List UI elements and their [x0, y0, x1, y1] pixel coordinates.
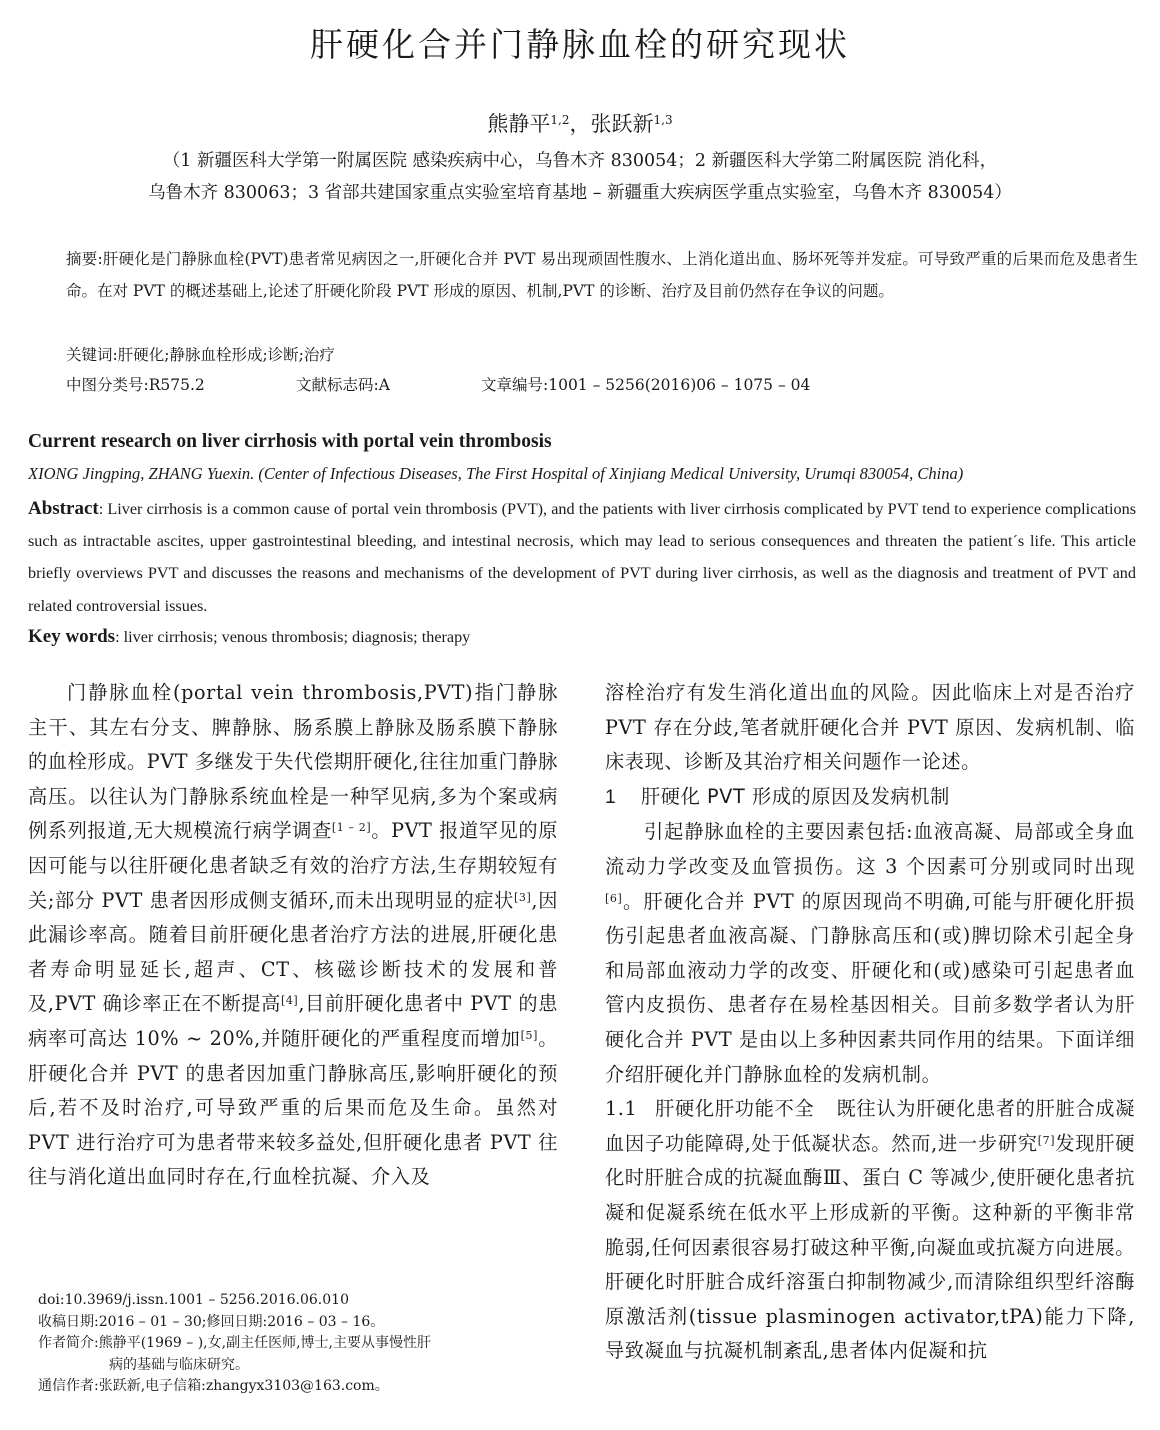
body-left-column — [28, 676, 558, 1195]
text-run: ,目前肝硬化患者中 PVT 的患病率可高达 10% ~ 20%,并随肝硬化的严重程度而增加 — [28, 992, 558, 1050]
subsection-number: 1.1 — [605, 1097, 638, 1121]
citation-ref[interactable]: [7] — [1037, 1133, 1056, 1147]
affiliation-line: 乌鲁木齐 830063；3 省部共建国家重点实验室培育基地 – 新疆重大疾病医学重点实验室，乌鲁木齐 830054） — [148, 183, 1012, 203]
subsection-title: 肝硬化肝功能不全 — [655, 1097, 815, 1121]
english-keywords — [28, 622, 470, 652]
article-number: 文章编号:1001 – 5256(2016)06 – 1075 – 04 — [481, 376, 811, 394]
corresponding-author: 通信作者:张跃新,电子信箱:zhangyx3103@163.com。 — [38, 1378, 389, 1394]
english-keywords-label: Key words — [28, 626, 116, 647]
intro-paragraph-continued: 溶栓治疗有发生消化道出血的风险。因此临床上对是否治疗 PVT 存在分歧,笔者就肝硬化合并 PVT 原因、发病机制、临床表现、诊断及其治疗相关问题作一论述。 — [605, 681, 1135, 774]
chinese-keywords: 关键词:肝硬化;静脉血栓形成;诊断;治疗 — [66, 346, 335, 364]
document-code: 文献标志码:A — [296, 376, 390, 394]
author-bio: 作者简介:熊静平(1969 – ),女,副主任医师,博士,主要从事慢性肝 — [38, 1335, 431, 1351]
author-affiliation-mark: 1,2 — [550, 113, 570, 127]
english-abstract-text: : Liver cirrhosis is a common cause of portal vein thrombosis (PVT), and the patients with liver cirrhosis complicated by PVT tend to experience complications such as intractable ascites, upper gastrointestinal bleeding, and intestinal necrosis, which may lead to serious consequences and threaten the patient´s life. This article briefly overviews PVT and discusses the reasons and mechanisms of the development of PVT during liver cirrhosis, as well as the diagnosis and treatment of PVT and related controversial issues. — [28, 500, 1136, 615]
citation-ref[interactable]: [4] — [280, 994, 299, 1008]
doi[interactable]: doi:10.3969/j.issn.1001 – 5256.2016.06.010 — [38, 1292, 349, 1308]
text-run: 既往认为肝硬化患者的肝脏合成凝血因子功能障碍,处于低凝状态。然而,进一步研究 — [605, 1097, 1135, 1155]
author-name: 张跃新 — [590, 112, 654, 136]
text-run: 。肝硬化合并 PVT 的患者因加重门静脉高压,影响肝硬化的预后,若不及时治疗,可导致严重的后果而危及生命。虽然对 PVT 进行治疗可为患者带来较多益处,但肝硬化患者 PVT 往往与消化道出血同时存在,行血栓抗凝、介入及 — [28, 1026, 558, 1189]
intro-paragraph — [28, 676, 558, 1195]
section-1-1-paragraph — [605, 1092, 1135, 1369]
received-dates: 收稿日期:2016 – 01 – 30;修回日期:2016 – 03 – 16。 — [38, 1313, 385, 1330]
author-bio-continued: 病的基础与临床研究。 — [109, 1356, 249, 1373]
author-name: 熊静平 — [487, 112, 551, 136]
text-run: 引起静脉血栓的主要因素包括:血液高凝、局部或全身血流动力学改变及血管损伤。这 3 个因素可分别或同时出现 — [605, 820, 1135, 878]
text-run: 。肝硬化合并 PVT 的原因现尚不明确,可能与肝硬化肝损伤引起患者血液高凝、门静脉高压和(或)脾切除术引起全身和局部血液动力学的改变、肝硬化和(或)感染可引起患者血管内皮损伤、患者存在易栓基因相关。目前多数学者认为肝硬化合并 PVT 是由以上多种因素共同作用的结果。下面详细介绍肝硬化并门静脉血栓的发病机制。 — [605, 889, 1135, 1086]
classification-row — [66, 371, 810, 399]
citation-ref[interactable]: [6] — [605, 891, 623, 905]
citation-ref[interactable]: [5] — [520, 1028, 539, 1042]
english-abstract — [28, 493, 1136, 622]
citation-ref[interactable]: [3] — [514, 890, 532, 904]
section-title: 肝硬化 PVT 形成的原因及发病机制 — [641, 784, 950, 808]
clc-number: 中图分类号:R575.2 — [66, 376, 205, 394]
author-list — [0, 108, 1160, 140]
text-run: 。PVT 报道罕见的原因可能与以往肝硬化患者缺乏有效的治疗方法,生存期较短有关;部分 PVT 患者因形成侧支循环,而未出现明显的症状 — [28, 819, 559, 912]
english-authors-affiliation: XIONG Jingping, ZHANG Yuexin. (Center of Infectious Diseases, The First Hospital of Xinjiang Medical University, Urumqi 830054, China) — [28, 464, 964, 483]
text-run: 门静脉血栓(portal vein thrombosis,PVT)指门静脉主干、其左右分支、脾静脉、肠系膜上静脉及肠系膜下静脉的血栓形成。PVT 多继发于失代偿期肝硬化,往往加重门静脉高压。以往认为门静脉系统血栓是一种罕见病,多为个案或病例系列报道,无大规模流行病学调查 — [28, 681, 558, 843]
text-run: 发现肝硬化时肝脏合成的抗凝血酶Ⅲ、蛋白 C 等减少,使肝硬化患者抗凝和促凝系统在低水平上形成新的平衡。这种新的平衡非常脆弱,任何因素很容易打破这种平衡,向凝血或抗凝方向进展。肝硬化时肝脏合成纤溶蛋白抑制物减少,而清除组织型纤溶酶原激活剂(tissue plasminogen activator,tPA)能力下降,导致凝血与抗凝机制紊乱,患者体内促凝和抗 — [605, 1131, 1135, 1363]
author-affiliation-mark: 1,3 — [653, 113, 673, 127]
paper-title: 肝硬化合并门静脉血栓的研究现状 — [310, 25, 850, 64]
body-right-column — [605, 676, 1135, 1369]
section-heading-1 — [605, 780, 1135, 816]
english-keywords-text: : liver cirrhosis; venous thrombosis; diagnosis; therapy — [115, 628, 471, 646]
english-abstract-label: Abstract — [28, 498, 99, 519]
text-run: ,因此漏诊率高。随着目前肝硬化患者治疗方法的进展,肝硬化患者寿命明显延长,超声、CT、核磁诊断技术的发展和普及,PVT 确诊率正在不断提高 — [28, 888, 558, 1016]
affiliation-line: （1 新疆医科大学第一附属医院 感染疾病中心，乌鲁木齐 830054；2 新疆医科大学第二附属医院 消化科， — [162, 151, 998, 171]
english-title: Current research on liver cirrhosis with portal vein thrombosis — [28, 431, 552, 452]
section-1-paragraph — [605, 815, 1135, 1092]
footnotes — [38, 1290, 568, 1398]
section-number: 1 — [605, 786, 617, 808]
chinese-abstract — [28, 244, 1138, 307]
citation-ref[interactable]: [1 – 2] — [331, 821, 372, 835]
chinese-abstract-text: 摘要:肝硬化是门静脉血栓(PVT)患者常见病因之一,肝硬化合并 PVT 易出现顽固性腹水、上消化道出血、肠坏死等并发症。可导致严重的后果而危及患者生命。在对 PVT 的概述基础上,论述了肝硬化阶段 PVT 形成的原因、机制,PVT 的诊断、治疗及目前仍然存在争议的问题。 — [66, 250, 1138, 300]
author-separator: ， — [569, 112, 591, 136]
